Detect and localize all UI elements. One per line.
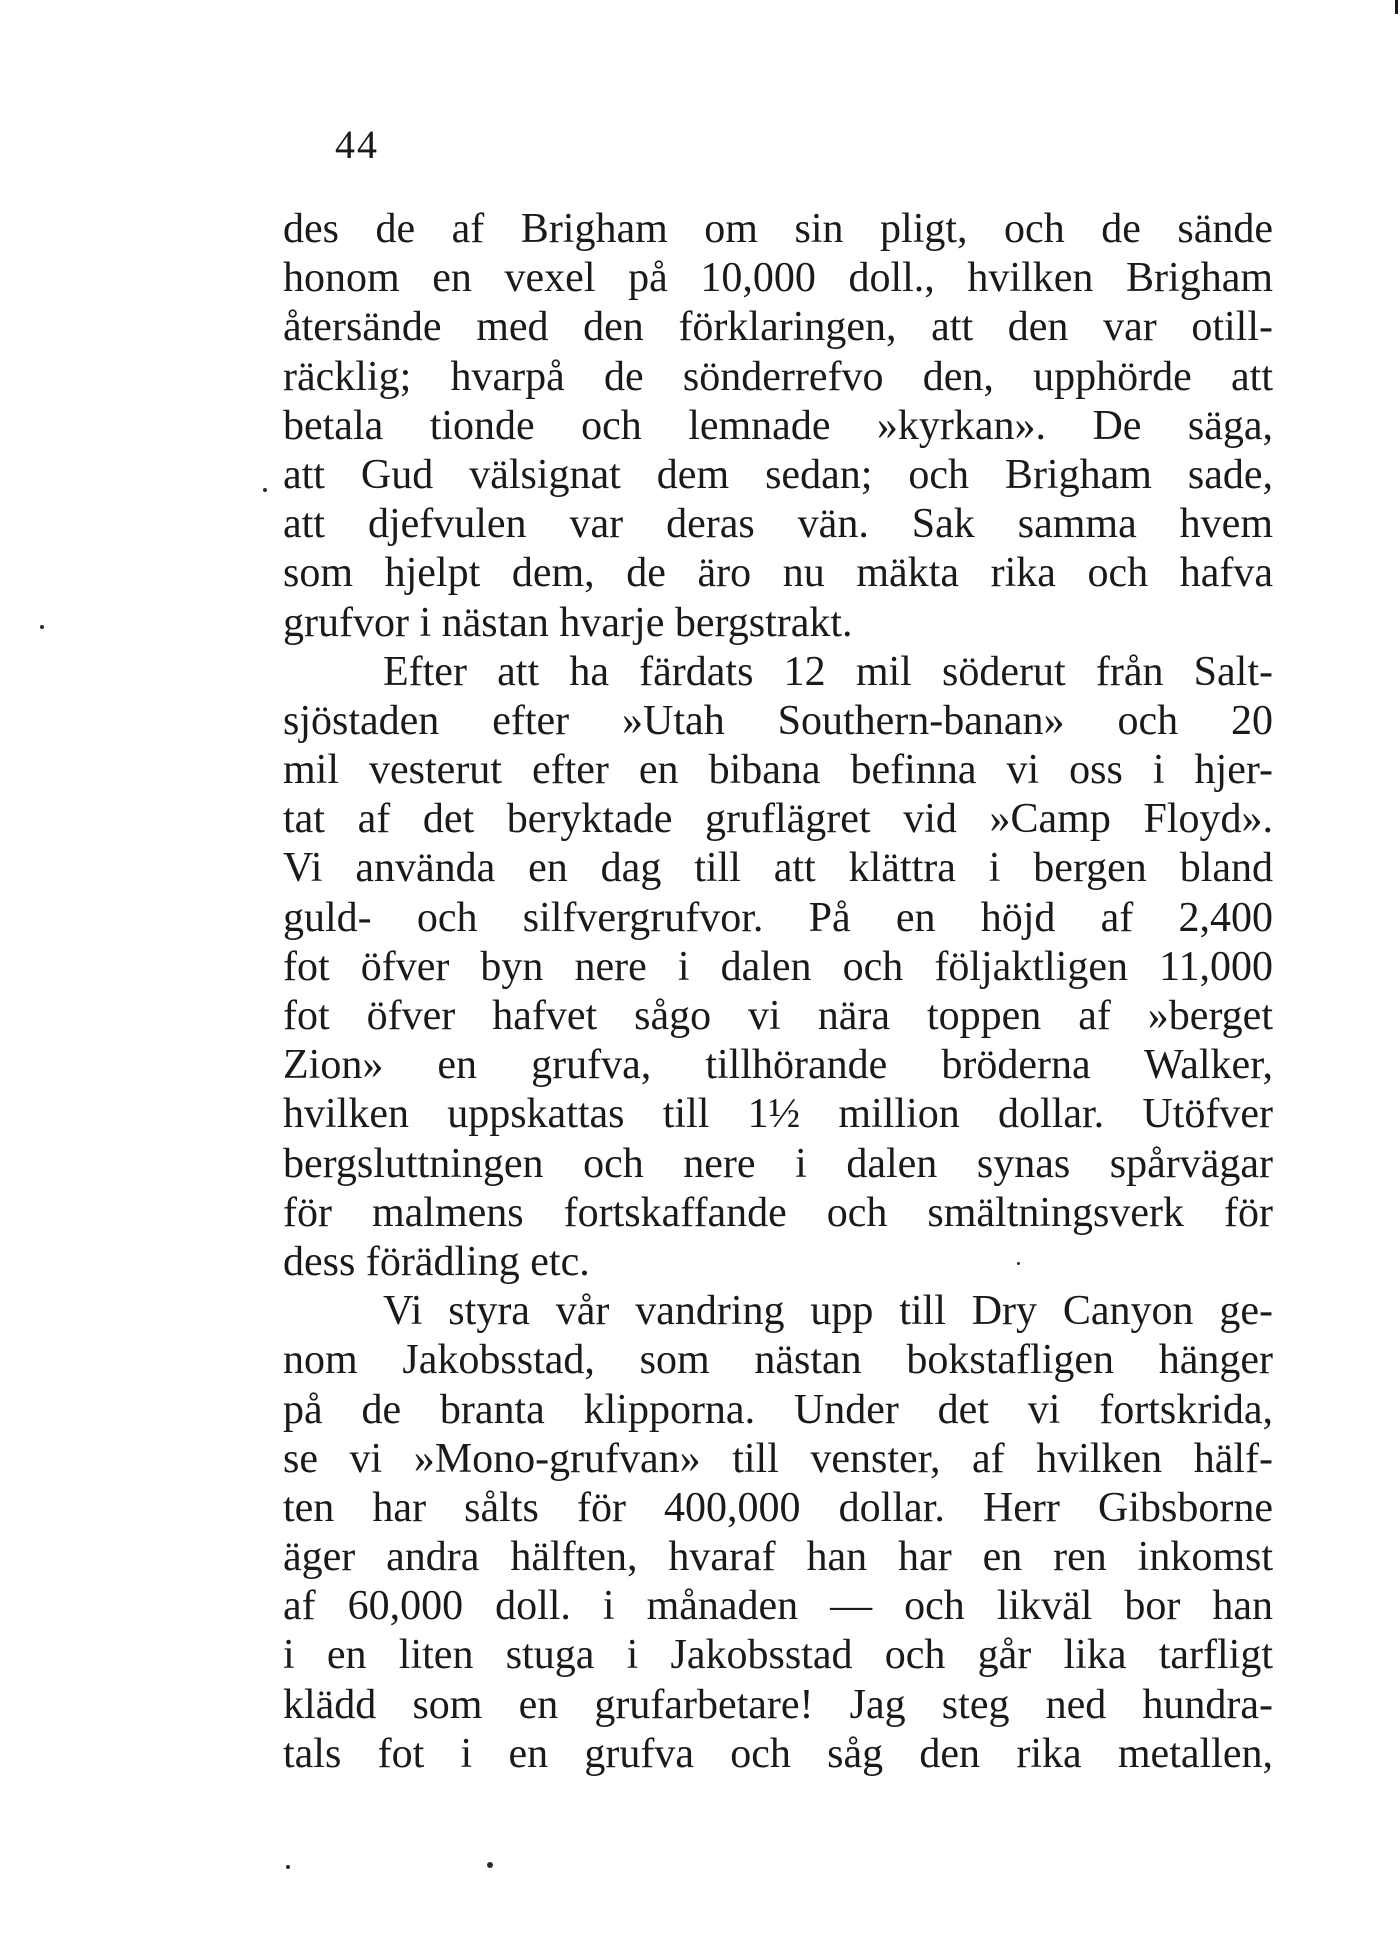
paragraph-start-line: Vi styra vår vandring upp till Dry Canyon ge- xyxy=(383,1288,1273,1335)
text-line: återsände med den förklaringen, att den var otill- xyxy=(283,304,1273,351)
text-line: på de branta klipporna. Under det vi fortskrida, xyxy=(283,1386,1273,1433)
text-line: Zion» en grufva, tillhörande bröderna Walker, xyxy=(283,1042,1273,1089)
text-line: des de af Brigham om sin pligt, och de sände xyxy=(283,206,1273,252)
text-line: ten har sålts för 400,000 dollar. Herr Gibsborne xyxy=(283,1484,1273,1531)
text-line: klädd som en grufarbetare! Jag steg ned hundra- xyxy=(283,1681,1273,1728)
scan-speck xyxy=(1017,1262,1020,1265)
text-line: tals fot i en grufva och såg den rika metallen, xyxy=(283,1730,1273,1777)
page-number: 44 xyxy=(335,122,379,167)
text-line: nom Jakobsstad, som nästan bokstafligen hänger xyxy=(283,1337,1273,1384)
text-line: för malmens fortskaffande och smältningsverk för xyxy=(283,1189,1273,1236)
text-line: tat af det beryktade gruflägret vid »Camp Floyd». xyxy=(283,796,1273,843)
text-line: bergsluttningen och nere i dalen synas spårvägar xyxy=(283,1140,1273,1187)
text-line: dess förädling etc. xyxy=(283,1238,590,1285)
text-line: att Gud välsignat dem sedan; och Brigham sade, xyxy=(283,451,1273,498)
scan-speck xyxy=(263,488,267,492)
text-line: hvilken uppskattas till 1½ million dollar. Utöfver xyxy=(283,1091,1273,1138)
scan-speck xyxy=(40,625,44,629)
text-line: som hjelpt dem, de äro nu mäkta rika och hafva xyxy=(283,550,1273,597)
text-line: fot öfver hafvet sågo vi nära toppen af »berget xyxy=(283,993,1273,1039)
text-line: af 60,000 doll. i månaden — och likväl bor han xyxy=(283,1583,1273,1630)
body-text xyxy=(283,205,1273,1779)
paragraph-start-line: Efter att ha färdats 12 mil söderut från Salt- xyxy=(383,648,1273,695)
scan-speck xyxy=(286,1865,290,1869)
text-line: räcklig; hvarpå de sönderrefvo den, upphörde att xyxy=(283,353,1273,400)
text-line: betala tionde och lemnade »kyrkan». De säga, xyxy=(283,402,1273,449)
text-line: äger andra hälften, hvaraf han har en ren inkomst xyxy=(283,1534,1273,1581)
text-line: sjöstaden efter »Utah Southern-banan» och 20 xyxy=(283,697,1273,744)
text-line: mil vesterut efter en bibana befinna vi oss i hjer- xyxy=(283,747,1273,794)
scan-speck xyxy=(487,1862,493,1868)
text-line: att djefvulen var deras vän. Sak samma hvem xyxy=(283,501,1273,548)
text-line: guld- och silfvergrufvor. På en höjd af 2,400 xyxy=(283,894,1273,941)
text-line: se vi »Mono-grufvan» till venster, af hvilken hälf- xyxy=(283,1435,1273,1482)
edge-mark xyxy=(1395,0,1398,14)
text-line: honom en vexel på 10,000 doll., hvilken Brigham xyxy=(283,255,1273,302)
text-line: fot öfver byn nere i dalen och följaktligen 11,000 xyxy=(283,943,1273,990)
text-line: grufvor i nästan hvarje bergstrakt. xyxy=(283,599,853,646)
text-line: Vi använda en dag till att klättra i bergen bland xyxy=(283,845,1273,892)
text-line: i en liten stuga i Jakobsstad och går lika tarfligt xyxy=(283,1632,1273,1679)
